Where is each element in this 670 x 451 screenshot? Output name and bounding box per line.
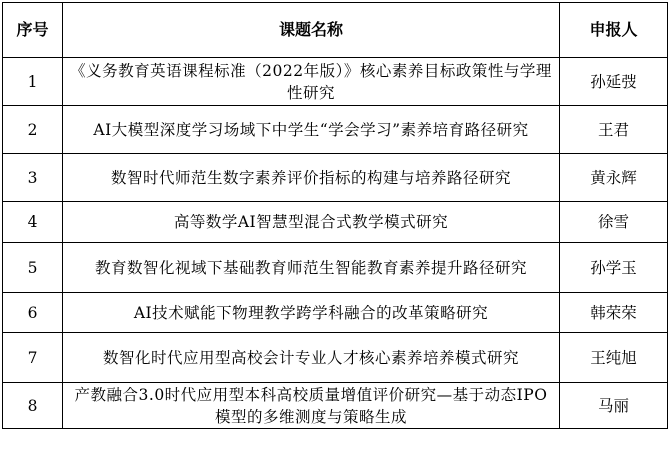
row-no: 8 (3, 383, 63, 429)
row-no: 4 (3, 202, 63, 243)
row-title: 数智化时代应用型高校会计专业人才核心素养培养模式研究 (63, 333, 560, 383)
table-row (3, 243, 668, 293)
row-applicant: 徐雪 (560, 202, 668, 243)
row-no: 6 (3, 293, 63, 333)
row-applicant: 王纯旭 (560, 333, 668, 383)
table-row (3, 58, 668, 106)
header-row (3, 3, 668, 58)
row-no: 7 (3, 333, 63, 383)
table-row (3, 106, 668, 154)
table-row (3, 333, 668, 383)
row-title: AI大模型深度学习场域下中学生“学会学习”素养培育路径研究 (63, 106, 560, 154)
row-title: AI技术赋能下物理教学跨学科融合的改革策略研究 (63, 293, 560, 333)
header-no: 序号 (3, 3, 63, 58)
row-no: 1 (3, 58, 63, 106)
row-applicant: 韩荣荣 (560, 293, 668, 333)
row-title: 教育数智化视域下基础教育师范生智能教育素养提升路径研究 (63, 243, 560, 293)
row-title: 高等数学AI智慧型混合式教学模式研究 (63, 202, 560, 243)
topics-table (2, 2, 668, 429)
table-row (3, 202, 668, 243)
row-no: 5 (3, 243, 63, 293)
row-title: 产教融合3.0时代应用型本科高校质量增值评价研究—基于动态IPO模型的多维测度与策略生成 (63, 383, 560, 429)
row-applicant: 黄永辉 (560, 154, 668, 202)
table-row (3, 383, 668, 429)
table-row (3, 154, 668, 202)
row-title: 《义务教育英语课程标准（2022年版）》核心素养目标政策性与学理性研究 (63, 58, 560, 106)
header-title: 课题名称 (63, 3, 560, 58)
row-applicant: 孙学玉 (560, 243, 668, 293)
row-applicant: 王君 (560, 106, 668, 154)
row-no: 3 (3, 154, 63, 202)
row-applicant: 马丽 (560, 383, 668, 429)
row-no: 2 (3, 106, 63, 154)
row-title: 数智时代师范生数字素养评价指标的构建与培养路径研究 (63, 154, 560, 202)
row-applicant: 孙延弢 (560, 58, 668, 106)
table-row (3, 293, 668, 333)
header-applicant: 申报人 (560, 3, 668, 58)
